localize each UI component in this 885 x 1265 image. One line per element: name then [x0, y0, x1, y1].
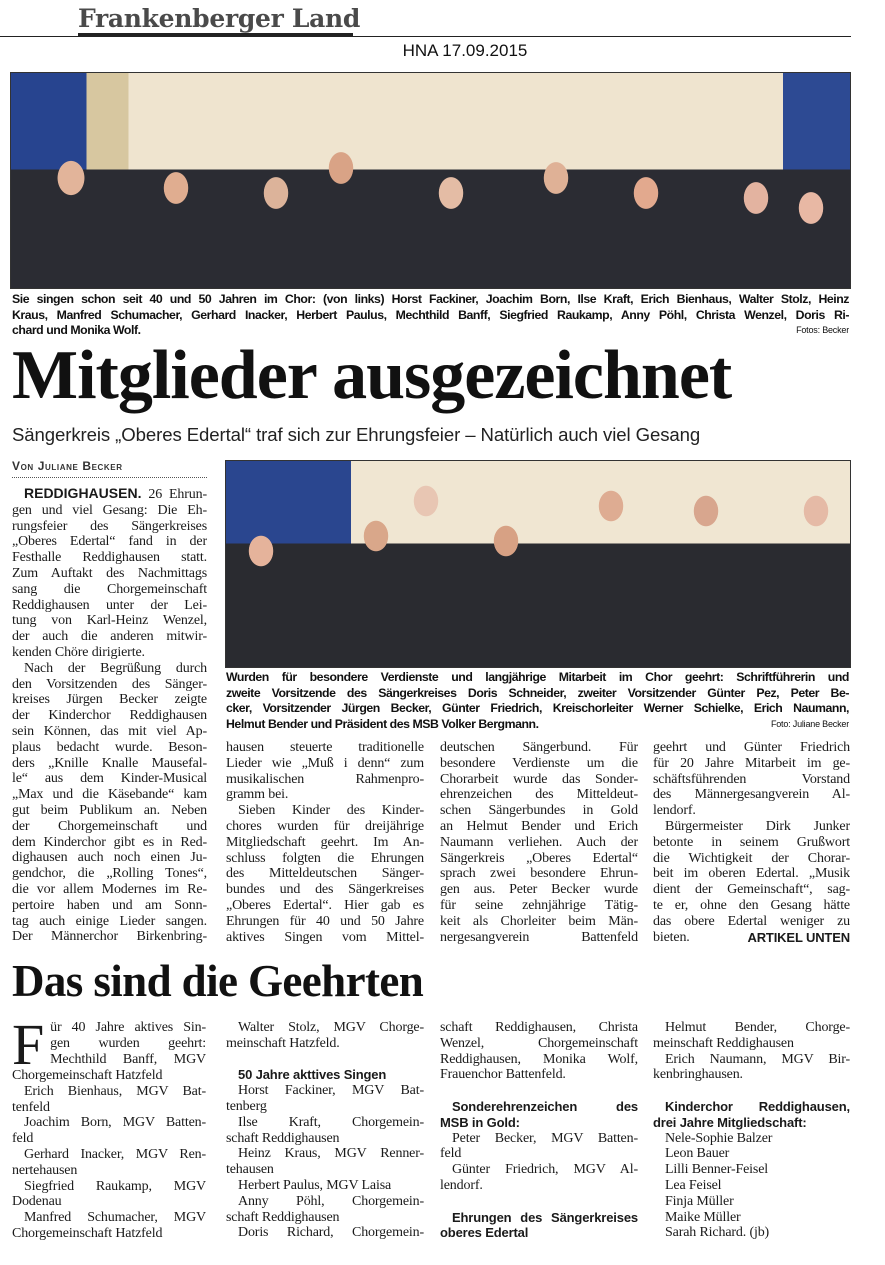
text-line — [226, 882, 424, 898]
text-line — [12, 677, 207, 693]
group-photo-honorees — [10, 72, 851, 289]
text-line: Lilli Benner-Feisel — [665, 1162, 769, 1178]
text-line — [12, 550, 207, 566]
text-line — [12, 756, 207, 772]
text-segment: Chorarbeit wurde das Sonder- — [440, 771, 638, 787]
text-line: Chorgemeinschaft Hatzfeld — [12, 1225, 163, 1241]
paragraph — [226, 803, 424, 945]
text-line: nertehausen — [12, 1162, 78, 1178]
text-segment: kreises Jürgen Becker zeigte — [12, 692, 207, 708]
text-segment: musikalischen Rahmenpro- — [226, 771, 424, 787]
text-segment: gut beim Publikum an. Neben — [12, 802, 207, 818]
caption-text: Helmut Bender und Präsident des MSB Volker Bergmann. — [226, 716, 539, 731]
text-line: tenfeld — [12, 1099, 50, 1115]
text-line — [12, 534, 207, 550]
text-line — [12, 819, 207, 835]
text-line: Frauenchor Battenfeld. — [440, 1067, 566, 1083]
text-line: Nele-Sophie Balzer — [665, 1130, 773, 1146]
text-line — [653, 803, 850, 819]
headline: Mitglieder ausgezeichnet — [12, 337, 732, 414]
caption-line — [226, 686, 849, 702]
text-line: Helmut Bender, Chorge- — [665, 1020, 850, 1035]
text-segment: betonte in seinem Grußwort — [653, 834, 850, 850]
text-line — [12, 929, 207, 945]
photo-caption-1 — [12, 292, 849, 339]
text-line — [12, 850, 207, 866]
text-segment: 26 Ehrun- — [148, 487, 207, 502]
text-segment: Ehrungen für 40 und 50 Jahre — [226, 913, 424, 929]
text-segment: tag auch einige Lieder sangen. — [12, 913, 207, 929]
text-line — [653, 772, 850, 788]
text-segment: des Mitteldeutschen Sänger- — [226, 866, 424, 882]
text-segment: die Wichtigkeit der Chorar- — [653, 850, 850, 866]
text-line — [440, 787, 638, 803]
text-line: Heinz Kraus, MGV Renner- — [238, 1146, 424, 1162]
text-segment: des Männergesangverein Al- — [653, 787, 850, 803]
honoree-entry — [440, 1162, 638, 1194]
text-line: meinschaft Hatzfeld. — [226, 1035, 340, 1051]
text-segment: hausen steuerte traditionelle — [226, 740, 424, 755]
text-line: Joachim Born, MGV Batten- — [24, 1115, 206, 1131]
text-segment: plaus bedacht wurde. Beson- — [12, 739, 207, 755]
text-line: Ilse Kraft, Chorgemein- — [238, 1114, 424, 1130]
honoree-entry — [653, 1194, 850, 1210]
honoree-entry — [653, 1146, 850, 1162]
photo-caption-2 — [226, 670, 849, 732]
honorees-column-2 — [226, 1020, 424, 1241]
text-segment: ehrenzeichen des Mitteldeut- — [440, 787, 638, 803]
text-segment: Lieder wie „Muß i denn“ zum — [226, 755, 424, 771]
honoree-entry — [440, 1020, 638, 1083]
text-segment: „Oberes Edertal“. Hier gab es — [226, 897, 424, 913]
text-line — [12, 692, 207, 708]
text-line — [12, 787, 207, 803]
honoree-entry — [653, 1020, 850, 1052]
text-segment: Sängerkreis „Oberes Edertal“ — [440, 850, 638, 866]
article-column-1 — [12, 486, 207, 945]
paragraph — [653, 819, 850, 945]
honoree-entry — [653, 1178, 850, 1194]
paragraph — [226, 740, 424, 803]
text-line: ür 40 Jahre aktives Sin- — [50, 1020, 206, 1035]
text-line — [12, 803, 207, 819]
text-segment: „Oberes Edertal“ fand in der — [12, 534, 207, 550]
text-line: Finja Müller — [665, 1193, 734, 1209]
text-line: tenberg — [226, 1098, 267, 1114]
intro-paragraph — [12, 1012, 206, 1084]
text-segment: sang die Chorgemeinschaft — [12, 581, 207, 597]
text-line — [440, 898, 638, 914]
text-segment: aktives Singen vom Mittel- — [226, 929, 424, 945]
honoree-entry — [653, 1210, 850, 1226]
caption-text: cker, Vorsitzender Jürgen Becker, Günter Friedrich, Kreischorleiter Werner Schielke, Erich Naumann, — [226, 701, 849, 715]
section-headline: Das sind die Geehrten — [12, 956, 424, 1006]
text-line — [440, 882, 638, 898]
paragraph — [12, 661, 207, 945]
text-segment: besondere Verdienste um die — [440, 755, 638, 771]
text-line: tehausen — [226, 1162, 274, 1178]
text-line — [226, 835, 424, 851]
text-segment: der Chorgemeinschaft und — [12, 818, 207, 834]
text-segment: dient der Gemeinschaft“, sag- — [653, 882, 850, 898]
text-segment: gendchor, die „Rolling Tones“, — [12, 866, 207, 882]
text-line: Walter Stolz, MGV Chorge- — [238, 1020, 424, 1035]
honoree-entry — [653, 1225, 850, 1241]
text-line — [12, 661, 207, 677]
article-column-4 — [653, 740, 850, 945]
text-segment: pertoire haben und am Sonn- — [12, 897, 207, 913]
text-segment: lendorf. — [653, 803, 696, 819]
continued-label: ARTIKEL UNTEN — [747, 929, 850, 945]
honoree-entry — [226, 1178, 424, 1194]
honoree-entry — [226, 1020, 424, 1052]
text-line: Sarah Richard. (jb) — [665, 1225, 770, 1241]
text-line: Gerhard Inacker, MGV Ren- — [24, 1146, 206, 1162]
text-line — [440, 772, 638, 788]
caption-line — [12, 308, 849, 324]
text-segment: keit als Chorleiter beim Män- — [440, 913, 638, 929]
subheadline: Sängerkreis „Oberes Edertal“ traf sich zur Ehrungsfeier – Natürlich auch viel Gesang — [12, 424, 701, 445]
honorees-column-1 — [12, 1012, 206, 1242]
text-line — [12, 598, 207, 614]
text-line: Lea Feisel — [665, 1177, 722, 1193]
honoree-entry — [226, 1146, 424, 1178]
article-column-3 — [440, 740, 638, 945]
text-line — [653, 882, 850, 898]
section-subheading: oberes Edertal — [440, 1225, 529, 1241]
text-segment: te er, ohne den Gesang hätte — [653, 897, 850, 913]
text-line: Günter Friedrich, MGV Al- — [452, 1162, 638, 1178]
dateline-place: REDDIGHAUSEN. — [24, 486, 142, 501]
caption-line — [226, 717, 849, 733]
text-line — [12, 486, 207, 503]
text-line — [12, 645, 207, 661]
honoree-entry — [226, 1225, 424, 1241]
caption-line — [12, 292, 849, 308]
honoree-entry — [653, 1052, 850, 1084]
text-segment: kenden Chöre dirigierte. — [12, 644, 145, 660]
honoree-entry — [12, 1115, 206, 1147]
honoree-entry — [226, 1115, 424, 1147]
honorees-column-4 — [653, 1020, 850, 1241]
text-line: Chorgemeinschaft Hatzfeld — [12, 1068, 163, 1083]
text-line — [12, 914, 207, 930]
text-line — [226, 819, 424, 835]
text-line — [226, 866, 424, 882]
text-segment: für seine zehnjährige Tätig- — [440, 897, 638, 913]
honoree-entry — [653, 1162, 850, 1178]
text-line: Manfred Schumacher, MGV — [24, 1210, 206, 1226]
text-segment: gen und viel Gesang: Die Eh- — [12, 502, 207, 518]
text-line — [226, 787, 424, 803]
group-photo-special-honors — [225, 460, 851, 668]
text-line — [226, 756, 424, 772]
text-segment: Zum Auftakt des Nachmittags — [12, 565, 207, 581]
article-column-2 — [226, 740, 424, 945]
text-line: Wenzel, Chorgemeinschaft — [440, 1035, 638, 1051]
text-line — [12, 898, 207, 914]
text-line — [12, 771, 207, 787]
caption-line — [226, 670, 849, 686]
honorees-column-3 — [440, 1020, 638, 1241]
text-segment: dighausen auch noch einen Ju- — [12, 850, 207, 866]
text-segment: bieten. — [653, 929, 690, 945]
text-segment: ders „Knille Knalle Mausefal- — [12, 755, 207, 771]
caption-text: Sie singen schon seit 40 und 50 Jahren im Chor: (von links) Horst Fackiner, Joachim Born, Ilse Kraft, Erich Bienhaus, Walter Stolz, Heinz — [12, 292, 849, 306]
text-line — [653, 851, 850, 867]
text-segment: dem Kinderchor gibt es in Red- — [12, 834, 207, 850]
masthead-rule — [0, 36, 851, 37]
text-segment: sprach zwei besondere Ehrun- — [440, 866, 638, 882]
text-segment: chores wurden für dreijährige — [226, 818, 424, 834]
text-line — [653, 756, 850, 772]
section-subheading: MSB in Gold: — [440, 1114, 520, 1130]
text-segment: gramm bei. — [226, 787, 289, 803]
text-line: Herbert Paulus, MGV Laisa — [238, 1177, 392, 1193]
section-subheading: 50 Jahre akttives Singen — [238, 1067, 387, 1083]
text-line — [12, 582, 207, 598]
text-line — [12, 629, 207, 645]
text-segment: Der Männerchor Birkenbring- — [12, 929, 207, 945]
text-segment: der Kinderchor Reddighausen — [12, 708, 207, 724]
photo-credit: Fotos: Becker — [796, 325, 849, 335]
text-line: feld — [440, 1146, 462, 1162]
text-line — [226, 914, 424, 930]
text-line — [440, 803, 638, 819]
text-segment: Reddighausen unter der Lei- — [12, 597, 207, 613]
text-segment: beit im oberen Edertal. „Musik — [653, 866, 850, 882]
text-line — [653, 914, 850, 930]
text-line — [440, 914, 638, 930]
text-line — [653, 740, 850, 756]
text-segment: deutschen Sängerbund. Für — [440, 740, 638, 755]
text-segment: Sieben Kinder des Kinder- — [238, 803, 424, 819]
honoree-entry — [226, 1083, 424, 1115]
text-line — [440, 851, 638, 867]
text-segment: geehrt und Günter Friedrich — [653, 740, 850, 755]
text-line: feld — [12, 1131, 34, 1147]
text-segment: Naumann verliehen. Auch der — [440, 834, 638, 850]
text-line: meinschaft Reddighausen — [653, 1035, 794, 1051]
text-line — [653, 835, 850, 851]
text-line — [12, 613, 207, 629]
text-line — [653, 898, 850, 914]
text-line: Doris Richard, Chorgemein- — [238, 1225, 424, 1241]
text-line — [12, 866, 207, 882]
text-segment: gen aus. Peter Becker wurde — [440, 882, 638, 898]
photo-credit: Foto: Juliane Becker — [770, 718, 849, 729]
text-line — [12, 566, 207, 582]
section-subheading: Ehrungen des Sängerkreises — [452, 1209, 638, 1225]
text-segment: nergesangverein Battenfeld — [440, 929, 638, 945]
text-line: schaft Reddighausen — [226, 1209, 340, 1225]
caption-text: Wurden für besondere Verdienste und langjährige Mitarbeit im Chor geehrt: Schriftführerin und — [226, 670, 849, 684]
text-line: lendorf. — [440, 1177, 483, 1193]
honoree-entry — [12, 1084, 206, 1116]
text-line — [440, 866, 638, 882]
text-line — [226, 930, 424, 946]
text-line — [440, 835, 638, 851]
honoree-entry — [226, 1194, 424, 1226]
text-line: Peter Becker, MGV Batten- — [452, 1130, 638, 1146]
text-line — [12, 519, 207, 535]
text-segment: für 20 Jahre Mitarbeit im ge- — [653, 755, 850, 771]
text-line — [653, 787, 850, 803]
text-segment: sein Können, das mit viel Ap- — [12, 723, 207, 739]
text-line — [653, 930, 850, 946]
spacer — [653, 1083, 850, 1099]
text-line: Maike Müller — [665, 1209, 741, 1225]
paragraph — [440, 740, 638, 945]
text-line — [226, 851, 424, 867]
text-line — [12, 835, 207, 851]
text-segment: die vor allem Modernes im Re- — [12, 881, 207, 897]
text-segment: schäftsführenden Vorstand — [653, 771, 850, 787]
text-segment: Festhalle Reddighausen statt. — [12, 550, 207, 566]
text-line: Dodenau — [12, 1194, 62, 1210]
text-line — [12, 882, 207, 898]
text-line: Siegfried Raukamp, MGV — [24, 1178, 206, 1194]
text-line: Leon Bauer — [665, 1146, 730, 1162]
text-segment: rungsfeier des Sängerkreises — [12, 518, 207, 534]
text-line — [226, 803, 424, 819]
text-segment: schen Sängerbundes in Gold — [440, 803, 638, 819]
honoree-entry — [12, 1147, 206, 1179]
text-line: Anny Pöhl, Chorgemein- — [238, 1193, 424, 1209]
text-line — [440, 740, 638, 756]
byline: Von Juliane Becker — [12, 459, 207, 478]
text-line: Erich Naumann, MGV Bir- — [665, 1051, 850, 1067]
spacer — [226, 1052, 424, 1068]
text-line — [440, 819, 638, 835]
honoree-entry — [12, 1210, 206, 1242]
text-segment: „Max und die Käsebande“ kam — [12, 787, 207, 803]
text-segment: der auch die anderen mitwir- — [12, 629, 207, 645]
text-line — [653, 819, 850, 835]
text-line: Erich Bienhaus, MGV Bat- — [24, 1083, 206, 1099]
text-segment: tung von Karl-Heinz Wenzel, — [12, 613, 207, 629]
text-segment: le“ aus dem Kinder-Musical — [12, 771, 207, 787]
paragraph — [12, 486, 207, 661]
text-line — [12, 708, 207, 724]
text-segment: Mitgliedschaft geehrt. Im An- — [226, 834, 424, 850]
text-line — [12, 740, 207, 756]
honoree-entry — [653, 1131, 850, 1147]
text-line — [12, 724, 207, 740]
section-masthead: Frankenberger Land — [78, 4, 361, 33]
section-subheading: Kinderchor Reddighausen, — [665, 1098, 850, 1114]
text-segment: schluss folgten die Ehrungen — [226, 850, 424, 866]
text-segment: an Helmut Bender und Erich — [440, 818, 638, 834]
caption-text: zweite Vorsitzende des Sängerkreises Doris Schneider, zweiter Vorsitzender Günter Pez, Peter Be- — [226, 685, 849, 700]
section-subheading: Sonderehrenzeichen des — [452, 1098, 638, 1114]
text-line — [653, 866, 850, 882]
text-line: Mechthild Banff, MGV — [50, 1051, 206, 1067]
text-line — [440, 756, 638, 772]
dateline: HNA 17.09.2015 — [402, 41, 528, 60]
text-line — [440, 930, 638, 946]
text-line: schaft Reddighausen, Christa — [440, 1020, 638, 1035]
spacer — [440, 1194, 638, 1210]
text-line: gen wurden geehrt: — [50, 1035, 206, 1051]
text-line — [226, 740, 424, 756]
drop-cap: F — [12, 1012, 45, 1077]
text-segment: bundes und des Sängerkreises — [226, 882, 424, 898]
text-line — [226, 772, 424, 788]
text-segment: Bürgermeister Dirk Junker — [665, 818, 850, 834]
text-segment: Nach der Begrüßung durch — [24, 660, 207, 676]
paragraph — [653, 740, 850, 819]
text-line: Horst Fackiner, MGV Bat- — [238, 1083, 424, 1099]
honoree-entry — [12, 1179, 206, 1211]
honoree-entry — [440, 1131, 638, 1163]
spacer — [440, 1083, 638, 1099]
text-line: kenbringhausen. — [653, 1067, 743, 1083]
caption-line — [226, 701, 849, 717]
text-line — [12, 503, 207, 519]
text-line: schaft Reddighausen — [226, 1130, 340, 1146]
text-segment: das obere Edertal weniger zu — [653, 913, 850, 929]
text-line: Reddighausen, Monika Wolf, — [440, 1051, 638, 1067]
caption-text: Kraus, Manfred Schumacher, Gerhard Inacker, Herbert Paulus, Mechthild Banff, Siegfried Raukamp, Anny Pöhl, Christa Wenzel, Doris Ri- — [12, 307, 849, 322]
text-segment: den Vorsitzenden des Sänger- — [12, 676, 207, 692]
text-line — [226, 898, 424, 914]
caption-text: chard und Monika Wolf. — [12, 323, 141, 337]
section-subheading: drei Jahre Mitgliedschaft: — [653, 1114, 807, 1130]
